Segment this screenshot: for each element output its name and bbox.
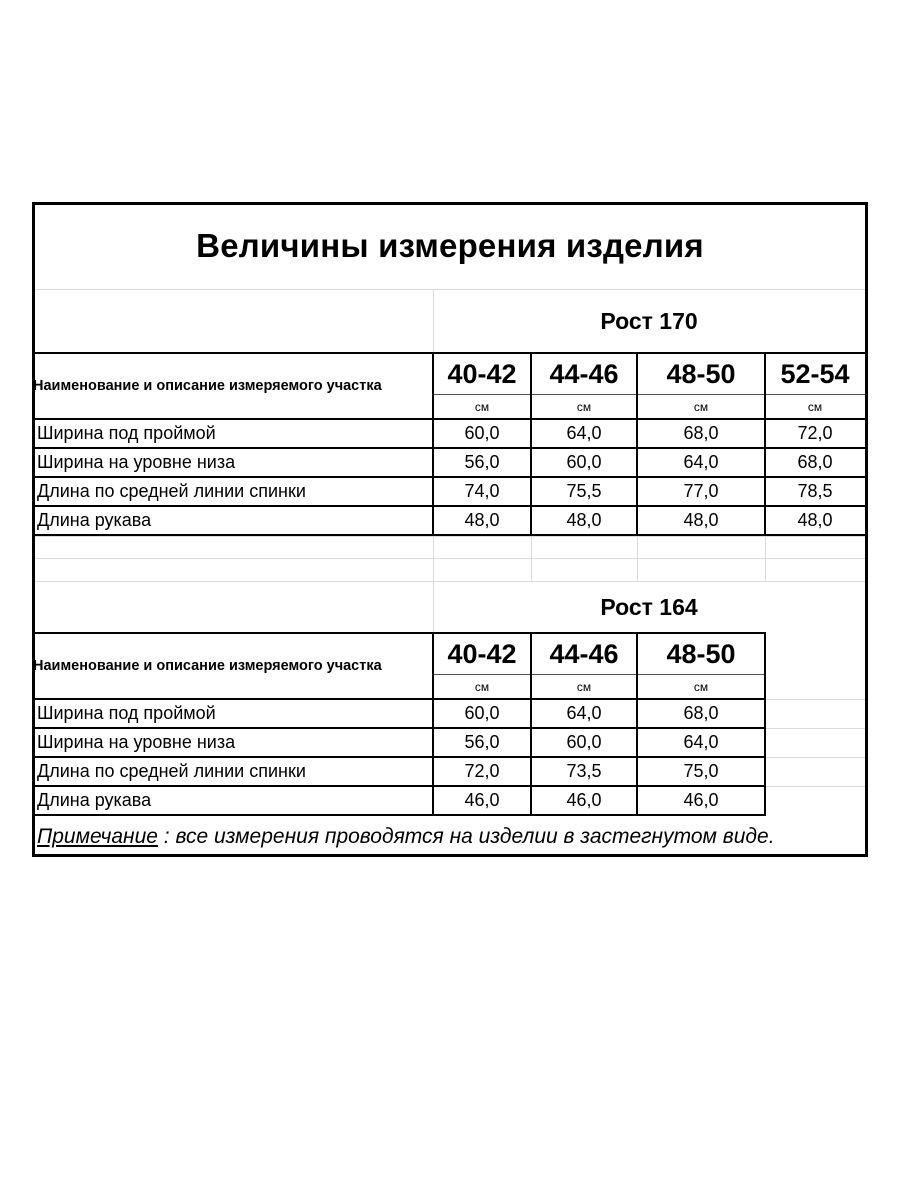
- table-164-cell: 46,0: [566, 790, 602, 810]
- table-164-row-label: Ширина под проймой: [37, 703, 216, 723]
- table-170-cell: 74,0: [464, 481, 500, 501]
- table-164-border: [35, 698, 766, 700]
- table-164-border: [35, 785, 766, 787]
- table-164-row-label: Длина рукава: [37, 790, 152, 810]
- table-170-row-label: Ширина под проймой: [37, 423, 216, 443]
- table-170-unit: см: [807, 400, 823, 414]
- table-170-size-header: 40-42: [447, 358, 517, 389]
- size-chart-sheet: [32, 202, 868, 857]
- gridline: [35, 536, 865, 537]
- table-170-border: [432, 352, 434, 536]
- table-164-border: [764, 632, 766, 816]
- table-164-size-header: 44-46: [549, 638, 619, 669]
- table-164-cell: 56,0: [464, 732, 500, 752]
- gridline: [765, 728, 865, 729]
- table-170-cell: 48,0: [464, 510, 500, 530]
- gridline: [765, 699, 865, 700]
- table-170-rost-label: Рост 170: [600, 307, 698, 334]
- table-170-border: [35, 476, 865, 478]
- table-170-cell: 48,0: [797, 510, 833, 530]
- table-164-size-header: 40-42: [447, 638, 517, 669]
- table-170-cell: 48,0: [566, 510, 602, 530]
- table-170-border: [35, 534, 865, 536]
- table-164-border: [530, 632, 532, 816]
- table-164-cell: 60,0: [464, 703, 500, 723]
- table-170-border: [636, 352, 638, 536]
- gridline: [35, 558, 865, 559]
- table-164-cell: 68,0: [683, 703, 719, 723]
- table-170-size-header: 44-46: [549, 358, 619, 389]
- table-170-row-label: Ширина на уровне низа: [37, 452, 236, 472]
- table-164-size-header: 48-50: [666, 638, 736, 669]
- table-164-border: [636, 632, 638, 816]
- table-164-desc-header: Наименование и описание измеряемого участка: [33, 658, 382, 674]
- table-170-cell: 72,0: [797, 423, 833, 443]
- table-170-row-label: Длина рукава: [37, 510, 152, 530]
- table-170-size-header: 52-54: [780, 358, 850, 389]
- table-170-border: [433, 394, 865, 395]
- table-164-cell: 64,0: [566, 703, 602, 723]
- footnote-text: : все измерения проводятся на изделии в застегнутом виде.: [157, 825, 775, 848]
- table-170-cell: 60,0: [566, 452, 602, 472]
- table-164-unit: см: [693, 680, 709, 694]
- table-170-unit: см: [693, 400, 709, 414]
- table-170-cell: 78,5: [797, 481, 833, 501]
- table-164-rost-label: Рост 164: [600, 593, 698, 620]
- table-170-cell: 48,0: [683, 510, 719, 530]
- table-164-cell: 46,0: [464, 790, 500, 810]
- gridline: [765, 757, 865, 758]
- table-164-row-label: Длина по средней линии спинки: [37, 761, 306, 781]
- table-170-border: [35, 418, 865, 420]
- gridline: [531, 536, 532, 581]
- table-164-border: [432, 632, 434, 816]
- table-164-unit: см: [474, 680, 490, 694]
- table-170-border: [530, 352, 532, 536]
- table-170-border: [764, 352, 766, 536]
- page-title: Величины измерения изделия: [196, 227, 704, 264]
- table-164-cell: 72,0: [464, 761, 500, 781]
- gridline: [637, 536, 638, 581]
- table-164-border: [433, 674, 765, 675]
- table-170-cell: 64,0: [566, 423, 602, 443]
- table-170-cell: 68,0: [683, 423, 719, 443]
- table-170-border: [35, 505, 865, 507]
- table-170-cell: 56,0: [464, 452, 500, 472]
- table-170-cell: 64,0: [683, 452, 719, 472]
- table-170-cell: 68,0: [797, 452, 833, 472]
- table-170-cell: 60,0: [464, 423, 500, 443]
- table-164-border: [35, 814, 766, 816]
- table-164-cell: 60,0: [566, 732, 602, 752]
- table-164-border: [35, 727, 766, 729]
- table-170-unit: см: [576, 400, 592, 414]
- gridline: [765, 786, 865, 787]
- table-170-desc-header: Наименование и описание измеряемого участка: [33, 378, 382, 394]
- table-164-cell: 46,0: [683, 790, 719, 810]
- table-170-row-label: Длина по средней линии спинки: [37, 481, 306, 501]
- footnote-label: Примечание: [37, 825, 158, 848]
- table-170-cell: 75,5: [566, 481, 602, 501]
- table-170-border: [35, 352, 865, 354]
- table-164-border: [35, 756, 766, 758]
- table-164-cell: 75,0: [683, 761, 719, 781]
- table-164-cell: 73,5: [566, 761, 602, 781]
- table-170-unit: см: [474, 400, 490, 414]
- table-164-cell: 64,0: [683, 732, 719, 752]
- table-170-border: [35, 447, 865, 449]
- table-164-border: [35, 632, 766, 634]
- footnote: [37, 825, 775, 849]
- table-170-cell: 77,0: [683, 481, 719, 501]
- table-164-row-label: Ширина на уровне низа: [37, 732, 236, 752]
- table-164-unit: см: [576, 680, 592, 694]
- gridline: [765, 536, 766, 581]
- table-170-size-header: 48-50: [666, 358, 736, 389]
